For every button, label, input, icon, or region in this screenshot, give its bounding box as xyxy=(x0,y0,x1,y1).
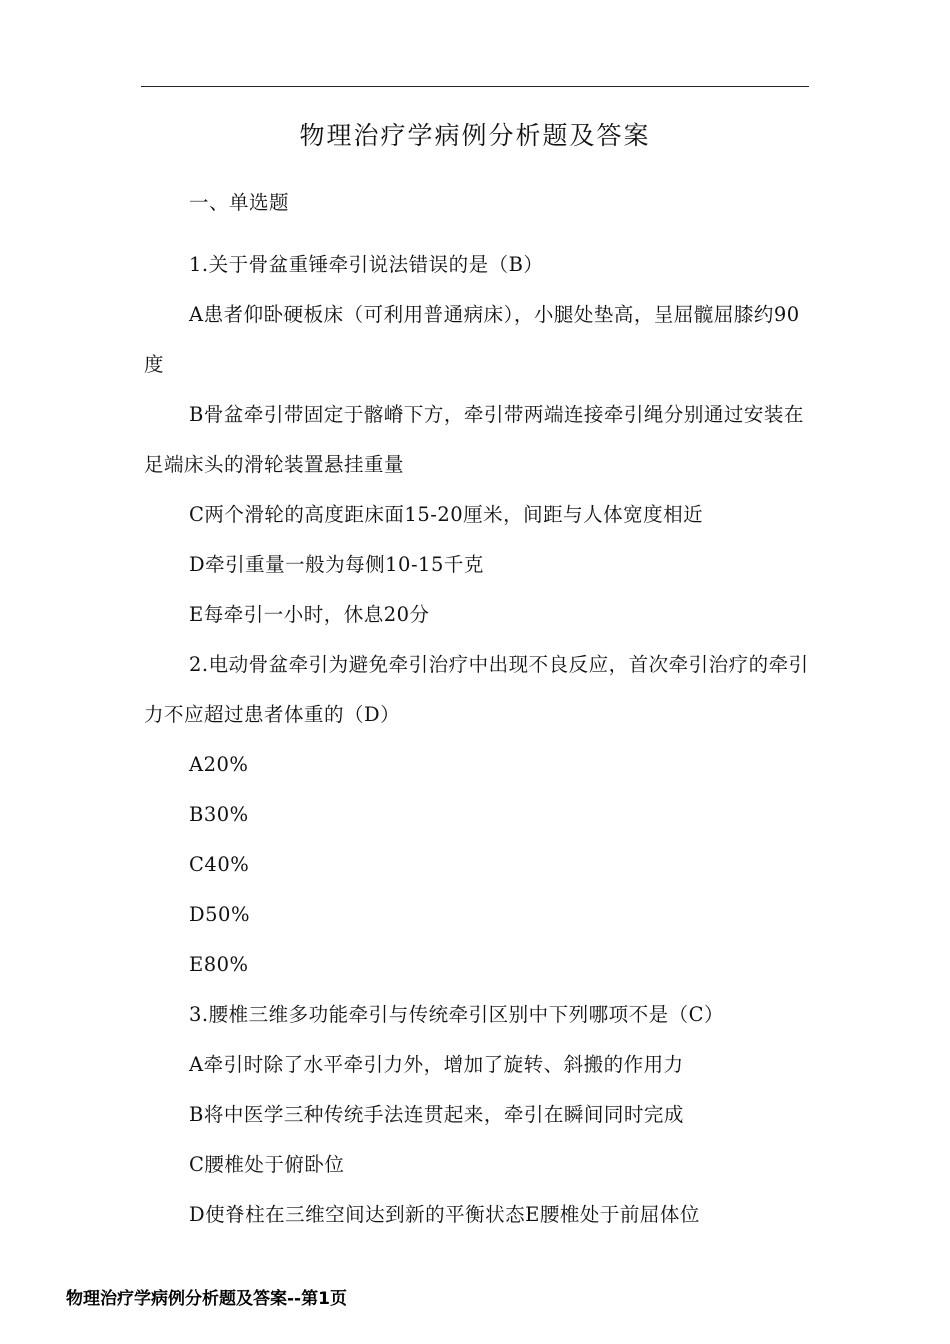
question-2: 2.电动骨盆牵引为避免牵引治疗中出现不良反应，首次牵引治疗的牵引力不应超过患者体重的（D） xyxy=(144,653,809,726)
question-2-option-d: D50% xyxy=(189,903,250,926)
section-heading: 一、单选题 xyxy=(189,191,290,214)
header-rule xyxy=(141,86,809,87)
question-1: 1.关于骨盆重锤牵引说法错误的是（B） xyxy=(189,253,544,276)
question-3-option-d-e: D使脊柱在三维空间达到新的平衡状态E腰椎处于前屈体位 xyxy=(189,1203,700,1226)
page-title: 物理治疗学病例分析题及答案 xyxy=(299,121,651,150)
question-3-option-a: A牵引时除了水平牵引力外，增加了旋转、斜搬的作用力 xyxy=(189,1053,684,1076)
question-3-option-b: B将中医学三种传统手法连贯起来，牵引在瞬间同时完成 xyxy=(189,1103,684,1126)
question-1-option-c: C两个滑轮的高度距床面15-20厘米，间距与人体宽度相近 xyxy=(189,503,704,526)
question-3-option-c: C腰椎处于俯卧位 xyxy=(189,1153,345,1176)
question-2-option-a: A20% xyxy=(189,753,249,776)
document-body xyxy=(144,178,809,1240)
question-1-option-b: B骨盆牵引带固定于髂嵴下方，牵引带两端连接牵引绳分别通过安装在足端床头的滑轮装置悬挂重量 xyxy=(144,403,804,476)
question-1-option-e: E每牵引一小时，休息20分 xyxy=(189,603,430,626)
question-3: 3.腰椎三维多功能牵引与传统牵引区别中下列哪项不是（C） xyxy=(189,1003,725,1026)
question-2-option-c: C40% xyxy=(189,853,250,876)
question-2-option-b: B30% xyxy=(189,803,249,826)
question-1-option-a: A患者仰卧硬板床（可利用普通病床），小腿处垫高，呈屈髋屈膝约90度 xyxy=(144,303,800,376)
question-1-option-d: D牵引重量一般为每侧10-15千克 xyxy=(189,553,484,576)
question-2-option-e: E80% xyxy=(189,953,249,976)
page-footer: 物理治疗学病例分析题及答案--第1页 xyxy=(66,1289,347,1309)
